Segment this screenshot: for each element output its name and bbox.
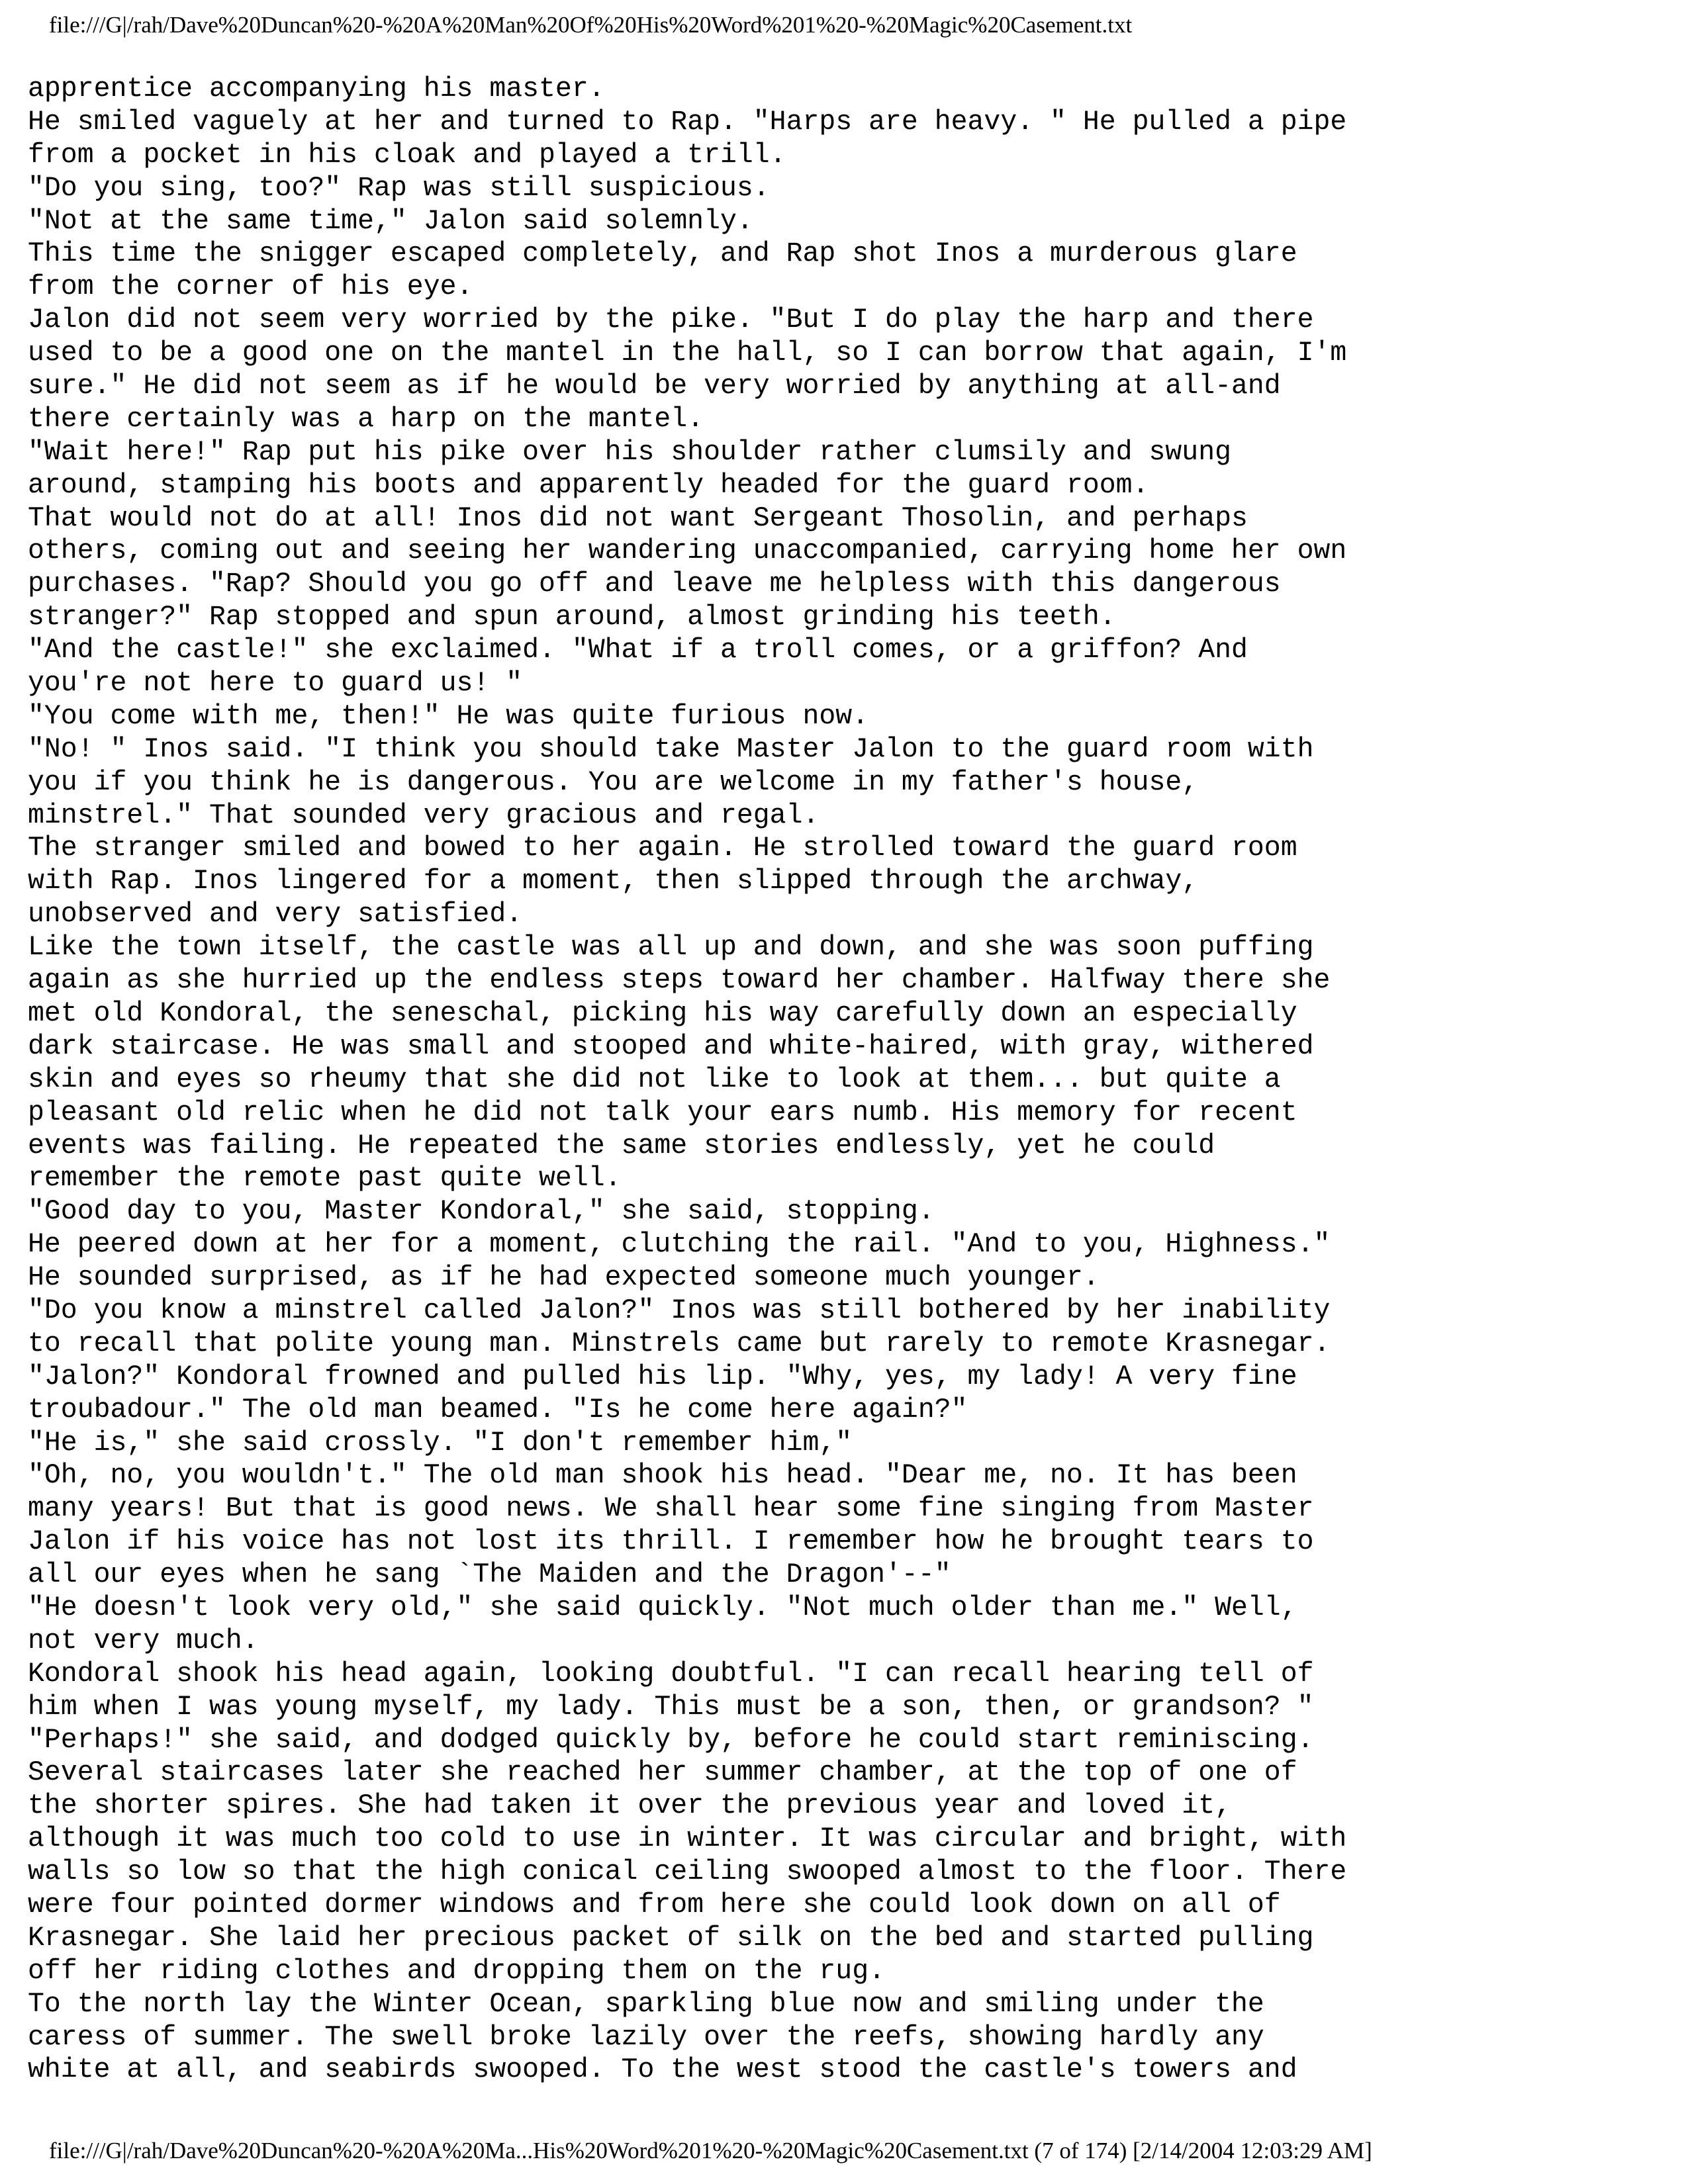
text-line: to recall that polite young man. Minstrels came but rarely to remote Krasnegar. bbox=[28, 1328, 1331, 1359]
text-line: This time the snigger escaped completely, and Rap shot Inos a murderous glare bbox=[28, 238, 1297, 270]
text-line: sure." He did not seem as if he would be very worried by anything at all-and bbox=[28, 371, 1281, 402]
text-line: Kondoral shook his head again, looking doubtful. "I can recall hearing tell of bbox=[28, 1658, 1314, 1690]
text-line: "No! " Inos said. "I think you should take Master Jalon to the guard room with bbox=[28, 733, 1314, 765]
text-line: around, stamping his boots and apparently headed for the guard room. bbox=[28, 469, 1149, 501]
text-line: "Good day to you, Master Kondoral," she said, stopping. bbox=[28, 1196, 935, 1228]
text-line: unobserved and very satisfied. bbox=[28, 899, 523, 931]
text-line: purchases. "Rap? Should you go off and leave me helpless with this dangerous bbox=[28, 569, 1281, 600]
text-line: pleasant old relic when he did not talk your ears numb. His memory for recent bbox=[28, 1097, 1297, 1128]
text-line: the shorter spires. She had taken it over the previous year and loved it, bbox=[28, 1790, 1231, 1822]
text-line: "Perhaps!" she said, and dodged quickly by, before he could start reminiscing. bbox=[28, 1724, 1314, 1756]
text-line: "He is," she said crossly. "I don't remember him," bbox=[28, 1427, 853, 1459]
text-line: you're not here to guard us! " bbox=[28, 668, 523, 700]
text-line: "Not at the same time," Jalon said solemnly. bbox=[28, 205, 753, 237]
text-line: all our eyes when he sang `The Maiden and the Dragon'--" bbox=[28, 1559, 951, 1591]
text-line: "Oh, no, you wouldn't." The old man shook his head. "Dear me, no. It has been bbox=[28, 1460, 1297, 1492]
text-line: Krasnegar. She laid her precious packet of silk on the bed and started pulling bbox=[28, 1922, 1314, 1954]
text-line: troubadour." The old man beamed. "Is he come here again?" bbox=[28, 1394, 968, 1426]
text-line: with Rap. Inos lingered for a moment, then slipped through the archway, bbox=[28, 866, 1199, 897]
text-line: Several staircases later she reached her summer chamber, at the top of one of bbox=[28, 1757, 1297, 1789]
text-line: met old Kondoral, the seneschal, picking his way carefully down an especially bbox=[28, 997, 1297, 1029]
text-line: others, coming out and seeing her wandering unaccompanied, carrying home her own bbox=[28, 535, 1347, 567]
text-line: "He doesn't look very old," she said quickly. "Not much older than me." Well, bbox=[28, 1592, 1297, 1623]
text-line: "Wait here!" Rap put his pike over his shoulder rather clumsily and swung bbox=[28, 436, 1231, 468]
text-line: remember the remote past quite well. bbox=[28, 1163, 622, 1195]
text-line: him when I was young myself, my lady. This must be a son, then, or grandson? " bbox=[28, 1691, 1314, 1723]
page-header-path: file:///G|/rah/Dave%20Duncan%20-%20A%20Man%20Of%20His%20Word%201%20-%20Magic%20Casement.txt bbox=[49, 12, 1133, 38]
document-body bbox=[28, 73, 1643, 2087]
text-line: again as she hurried up the endless steps toward her chamber. Halfway there she bbox=[28, 965, 1331, 997]
text-line: He smiled vaguely at her and turned to Rap. "Harps are heavy. " He pulled a pipe bbox=[28, 106, 1347, 138]
text-line: To the north lay the Winter Ocean, sparkling blue now and smiling under the bbox=[28, 1988, 1264, 2020]
text-line: "Do you sing, too?" Rap was still suspicious. bbox=[28, 172, 770, 204]
text-line: not very much. bbox=[28, 1625, 259, 1657]
text-line: "Jalon?" Kondoral frowned and pulled his lip. "Why, yes, my lady! A very fine bbox=[28, 1361, 1297, 1392]
text-line: although it was much too cold to use in winter. It was circular and bright, with bbox=[28, 1823, 1347, 1855]
text-line: many years! But that is good news. We shall hear some fine singing from Master bbox=[28, 1493, 1314, 1525]
text-line: you if you think he is dangerous. You are welcome in my father's house, bbox=[28, 766, 1199, 798]
page-footer: file:///G|/rah/Dave%20Duncan%20-%20A%20Ma...His%20Word%201%20-%20Magic%20Casement.txt (7 of 174) [2/14/2004 12:03:29 AM] bbox=[49, 2138, 1372, 2163]
text-line: "And the castle!" she exclaimed. "What if a troll comes, or a griffon? And bbox=[28, 635, 1248, 666]
text-line: dark staircase. He was small and stooped and white-haired, with gray, withered bbox=[28, 1030, 1314, 1062]
text-line: skin and eyes so rheumy that she did not like to look at them... but quite a bbox=[28, 1064, 1281, 1095]
text-line: That would not do at all! Inos did not want Sergeant Thosolin, and perhaps bbox=[28, 502, 1248, 534]
text-line: Jalon did not seem very worried by the pike. "But I do play the harp and there bbox=[28, 304, 1314, 336]
text-line: The stranger smiled and bowed to her again. He strolled toward the guard room bbox=[28, 833, 1297, 864]
text-line: there certainly was a harp on the mantel. bbox=[28, 403, 704, 435]
text-line: stranger?" Rap stopped and spun around, almost grinding his teeth. bbox=[28, 602, 1116, 633]
text-line: from the corner of his eye. bbox=[28, 271, 473, 303]
text-line: Jalon if his voice has not lost its thrill. I remember how he brought tears to bbox=[28, 1526, 1314, 1558]
text-line: Like the town itself, the castle was all up and down, and she was soon puffing bbox=[28, 932, 1314, 964]
text-line: minstrel." That sounded very gracious and regal. bbox=[28, 799, 820, 831]
text-line: "Do you know a minstrel called Jalon?" Inos was still bothered by her inability bbox=[28, 1295, 1331, 1326]
text-line: "You come with me, then!" He was quite furious now. bbox=[28, 700, 869, 732]
text-line: off her riding clothes and dropping them on the rug. bbox=[28, 1955, 886, 1987]
text-line: events was failing. He repeated the same stories endlessly, yet he could bbox=[28, 1130, 1215, 1161]
text-line: walls so low so that the high conical ceiling swooped almost to the floor. There bbox=[28, 1856, 1347, 1888]
text-line: from a pocket in his cloak and played a trill. bbox=[28, 139, 786, 171]
text-line: apprentice accompanying his master. bbox=[28, 73, 605, 105]
text-line: He peered down at her for a moment, clutching the rail. "And to you, Highness." bbox=[28, 1229, 1331, 1261]
text-line: white at all, and seabirds swooped. To the west stood the castle's towers and bbox=[28, 2054, 1297, 2086]
text-line: He sounded surprised, as if he had expected someone much younger. bbox=[28, 1262, 1100, 1294]
text-line: were four pointed dormer windows and from here she could look down on all of bbox=[28, 1889, 1281, 1921]
text-line: used to be a good one on the mantel in the hall, so I can borrow that again, I'm bbox=[28, 338, 1347, 369]
text-line: caress of summer. The swell broke lazily over the reefs, showing hardly any bbox=[28, 2021, 1264, 2053]
